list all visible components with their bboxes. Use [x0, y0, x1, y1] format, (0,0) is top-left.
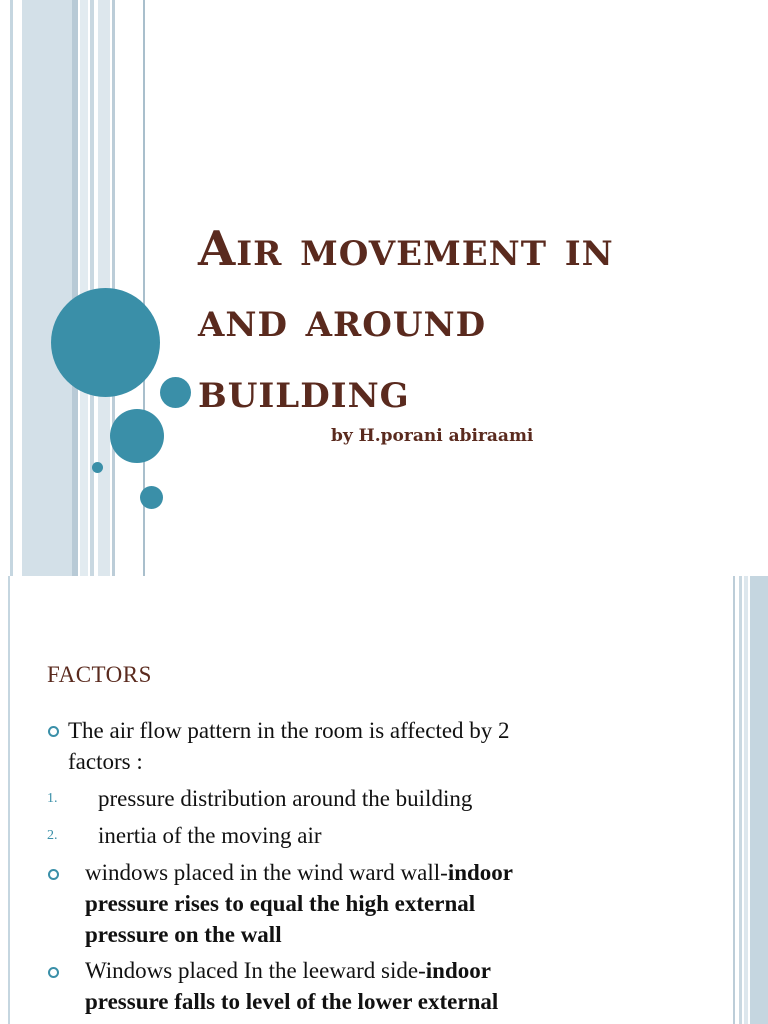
list-item-bold-text: pressure falls to level of the lower external — [85, 989, 499, 1014]
list-item-bold-text: pressure on the wall — [85, 922, 282, 947]
decorative-stripe — [90, 0, 94, 576]
list-item — [85, 857, 513, 888]
bullet-icon — [48, 869, 59, 880]
list-item-bold-text: pressure rises to equal the high external — [85, 891, 476, 916]
list-item-continuation — [85, 986, 498, 1017]
slide-heading: FACTORS — [47, 662, 152, 687]
title-line-1: Air movement in — [198, 221, 614, 277]
content-slide — [0, 576, 768, 1024]
decorative-circle-medium — [110, 409, 164, 463]
list-item-text: windows placed in the wind ward wall- — [85, 860, 448, 885]
list-item-continuation: factors : — [68, 749, 143, 774]
decorative-circle-small — [160, 377, 191, 408]
list-item-continuation — [85, 888, 475, 919]
bullet-icon — [48, 726, 59, 737]
decorative-circle-large — [51, 288, 160, 397]
decorative-stripe — [80, 0, 88, 576]
list-item-bold-text: indoor — [447, 860, 513, 885]
decorative-stripe — [22, 0, 72, 576]
list-number: 1. — [47, 791, 58, 806]
decorative-stripe — [72, 0, 78, 576]
title-line-2: and around — [198, 292, 487, 348]
list-number: 2. — [47, 828, 58, 843]
numbered-item: inertia of the moving air — [98, 823, 322, 848]
title-line-3: building — [198, 363, 410, 419]
list-item-text: Windows placed In the leeward side- — [85, 958, 426, 983]
list-item-continuation — [85, 919, 282, 950]
list-item: The air flow pattern in the room is affected by 2 — [68, 718, 510, 743]
bullet-list — [0, 576, 768, 1024]
decorative-stripe — [10, 0, 13, 576]
slide-title — [198, 214, 738, 427]
bullet-icon — [48, 967, 59, 978]
list-item — [85, 955, 491, 986]
decorative-stripe — [0, 0, 10, 576]
decorative-circle-tiny — [92, 462, 103, 473]
slide-subtitle: by H.porani abiraami — [331, 426, 534, 446]
decorative-circle-small — [140, 486, 163, 509]
list-item-bold-text: indoor — [425, 958, 491, 983]
numbered-item: pressure distribution around the building — [98, 786, 473, 811]
